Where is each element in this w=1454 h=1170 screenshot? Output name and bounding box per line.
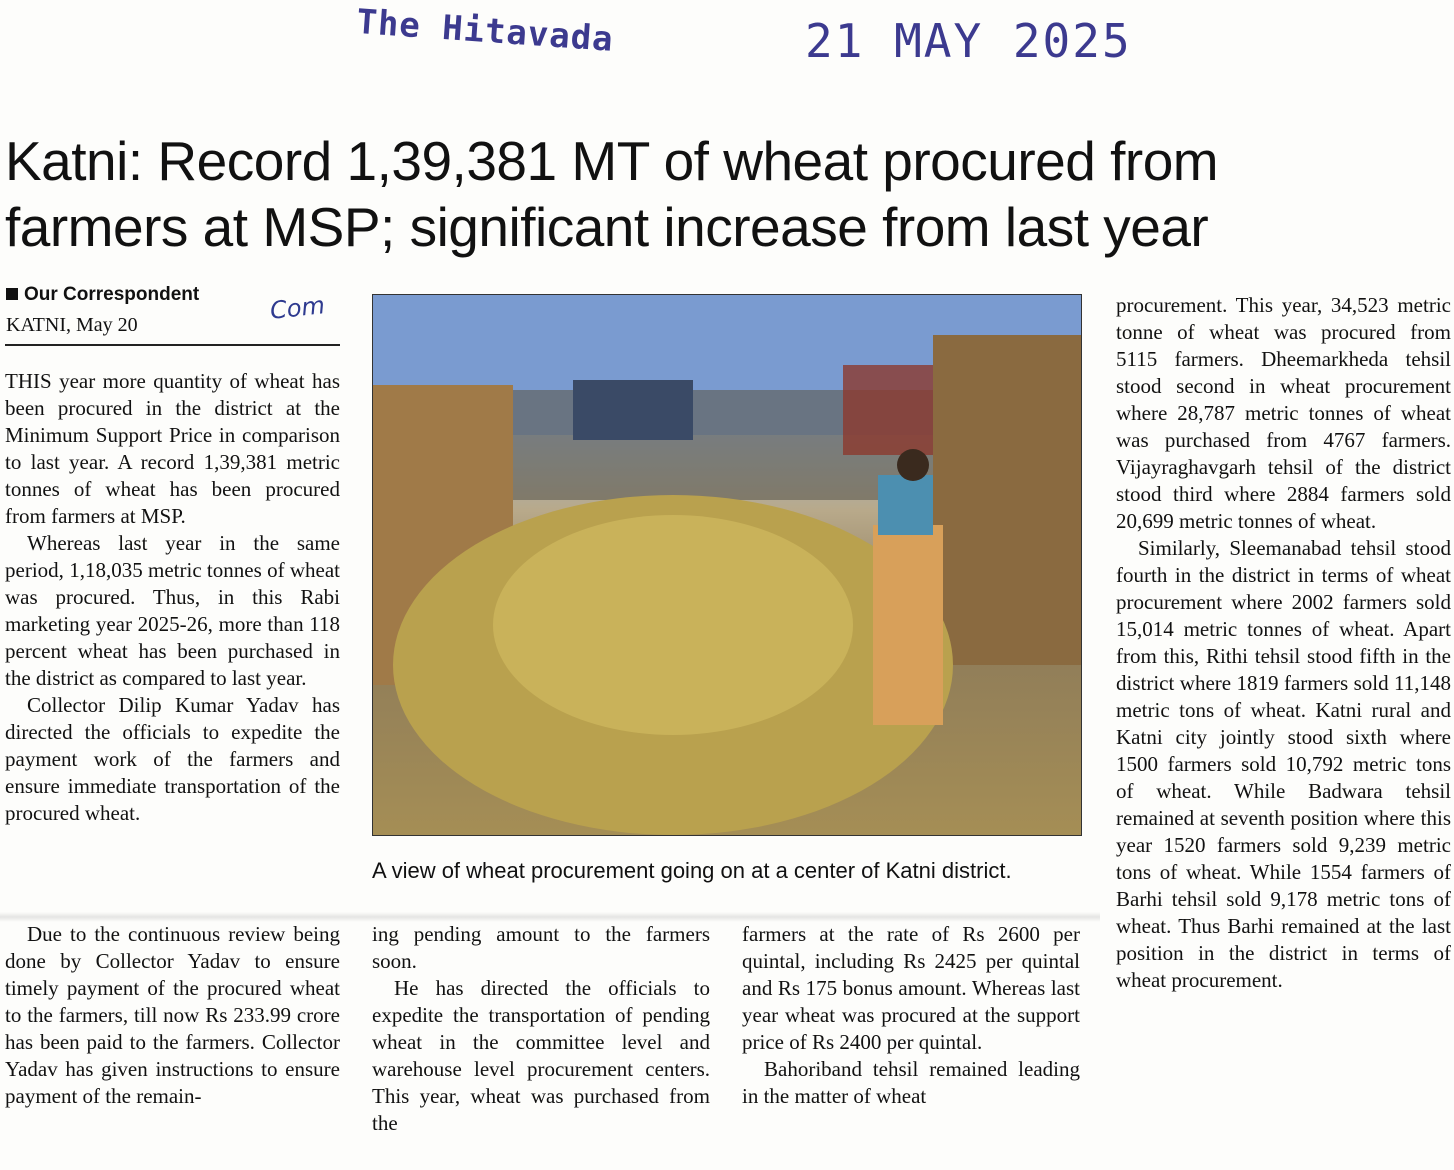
newspaper-name-stamp: The Hitavada — [355, 2, 616, 60]
headline-line-2: farmers at MSP; significant increase from last year — [5, 196, 1209, 258]
byline-square-icon — [6, 288, 18, 300]
headline-line-1: Katni: Record 1,39,381 MT of wheat procured from — [5, 130, 1219, 192]
article-column-1-lower — [5, 921, 340, 1110]
byline-text: Our Correspondent — [24, 284, 200, 305]
paragraph: Similarly, Sleemanabad tehsil stood fourth in the district in terms of wheat procurement where 2002 farmers sold 15,014 metric tonnes of wheat. Apart from this, Rithi tehsil stood fifth in the district where 1819 farmers sold 11,148 metric tons of wheat. Katni rural and Katni city jointly stood sixth where 1500 farmers sold 10,792 metric tons of wheat. While Badwara tehsil remained at seventh position where this year 1520 farmers sold 9,239 metric tons of wheat. While 1554 farmers of Barhi tehsil sold 9,178 metric tons of wheat. Thus Barhi remained at the last position in the district in terms of wheat procurement. — [1116, 536, 1451, 992]
byline-rule — [5, 344, 340, 346]
photo-illustration — [373, 295, 1081, 835]
dateline: KATNI, May 20 — [6, 314, 138, 336]
paragraph: Due to the continuous review being done by Collector Yadav to ensure timely payment of the procured wheat to the farmers, till now Rs 233.99 crore has been paid to the farmers. Collector Yadav has given instructions to ensure payment of the remain- — [5, 922, 340, 1108]
paragraph: Bahoriband tehsil remained leading in the matter of wheat — [742, 1057, 1080, 1108]
paragraph: procurement. This year, 34,523 metric tonne of wheat was procured from 5115 farmers. Dheemarkheda tehsil stood second in wheat procurement where 28,787 metric tonnes of wheat was purchased from 4767 farmers. Vijayraghavgarh tehsil of the district stood third where 2884 farmers sold 20,699 metric tonnes of wheat. — [1116, 293, 1451, 533]
paragraph: Collector Dilip Kumar Yadav has directed the officials to expedite the payment work of the farmers and ensure immediate transportation of the procured wheat. — [5, 693, 340, 825]
paragraph: ing pending amount to the farmers soon. — [372, 922, 710, 973]
article-column-3 — [742, 921, 1080, 1110]
paragraph: He has directed the officials to expedite the transportation of pending wheat in the committee level and warehouse level procurement centers. This year, wheat was purchased from the — [372, 976, 710, 1135]
article-column-2 — [372, 921, 710, 1137]
paragraph: farmers at the rate of Rs 2600 per quintal, including Rs 2425 per quintal and Rs 175 bonus amount. Whereas last year wheat was procured at the support price of Rs 2400 per quintal. — [742, 922, 1080, 1054]
article-column-1 — [5, 368, 340, 827]
byline — [6, 284, 199, 306]
photo-caption: A view of wheat procurement going on at a center of Katni district. — [372, 858, 1012, 883]
wheat-procurement-photo — [372, 294, 1082, 836]
handwritten-note: Com — [268, 291, 327, 325]
paragraph: Whereas last year in the same period, 1,18,035 metric tonnes of wheat was procured. Thus, in this Rabi marketing year 2025-26, more than 118 percent wheat has been purchased in the district as compared to last year. — [5, 531, 340, 690]
article-column-4 — [1116, 292, 1451, 994]
article-headline — [5, 128, 1454, 260]
date-stamp: 21 MAY 2025 — [805, 14, 1132, 68]
paragraph: THIS year more quantity of wheat has been procured in the district at the Minimum Support Price in comparison to last year. A record 1,39,381 metric tonnes of wheat has been procured from farmers at MSP. — [5, 369, 340, 528]
